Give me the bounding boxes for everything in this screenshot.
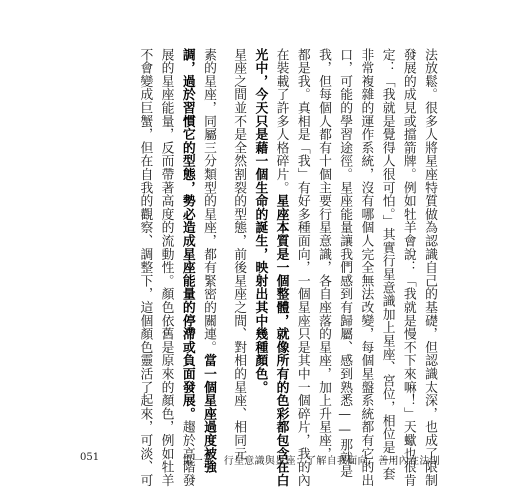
text-line-1	[419, 48, 440, 487]
line-12-text: 趨於高階發	[179, 420, 195, 487]
text-line-3	[376, 48, 397, 481]
page-number: 051	[80, 452, 100, 463]
line-5-text: 口，可能的學習途徑。星座能量讓我們感到有歸屬、感到熟悉——那就是	[337, 48, 353, 478]
line-9-bold-text: 光中，今天只是藉一個生命的誕生，映射出其中幾種顏色。	[252, 48, 268, 394]
line-12-bold-text: 調，過於習慣它的型態，勢必造成星座能量的停滯或負面發展。	[179, 48, 195, 421]
text-line-10	[228, 48, 249, 461]
text-line-7	[292, 48, 313, 487]
text-line-11	[198, 48, 219, 474]
line-3-text: 定：「我就是覺得人很可怕。」其實行星意識加上星座、宮位，相位是一套	[379, 48, 395, 481]
text-line-5	[334, 48, 355, 478]
line-7-text: 都是我。真相是「我」有好多種面向，一個星座只是其中一個碎片，我的內	[294, 48, 310, 487]
line-11-bold-text: 當一個星座過度被強	[200, 353, 216, 474]
line-8-text: 在裝載了許多人格碎片。	[273, 48, 289, 195]
line-13-text: 展的星座能量，反而帶著高度的流動性。顏色依舊是原來的顏色，例如牡羊	[158, 48, 174, 487]
line-6-text: 我，但每個人都有十個主要行星意識，各自座落的星座，加上升星座，	[315, 48, 331, 461]
text-line-13	[155, 48, 176, 487]
text-line-2	[398, 48, 419, 487]
line-8-bold-text: 星座本質是一個整體，就像所有的色彩都包含在白	[273, 194, 289, 487]
line-14-text: 不會變成巨蟹，但在自我的觀察、調整下，這個顏色靈活了起來，可淡、可	[137, 48, 153, 487]
text-line-8	[270, 48, 291, 487]
text-line-12	[177, 48, 198, 487]
line-10-text: 星座之間並不是全然割裂的型態，前後星座之間、對相的星座、相同元	[231, 48, 247, 461]
line-2-text: 發展的成見或擋箭牌。例如牡羊會說：「我就是慢不下來嘛！」天蠍也很肯	[400, 48, 416, 487]
text-line-6	[313, 48, 334, 461]
line-4-text: 非常複雜的運作系統，沒有哪個人完全無法改變，每個星盤系統都有它的出	[358, 48, 374, 487]
line-11-text: 素的星座，同屬三分類型的星座，都有緊密的關連。	[200, 48, 216, 354]
running-chapter-title: 第一章 行星意識與星座：了解自我面向，善用內在法則	[182, 456, 440, 467]
line-1-text: 法放鬆。很多人將星座特質做為認識自己的基礎，但認識太深，也成了限制	[422, 48, 437, 487]
text-line-4	[355, 48, 376, 487]
text-line-9	[249, 48, 270, 428]
text-line-14	[134, 48, 155, 487]
page-footer	[80, 452, 440, 467]
